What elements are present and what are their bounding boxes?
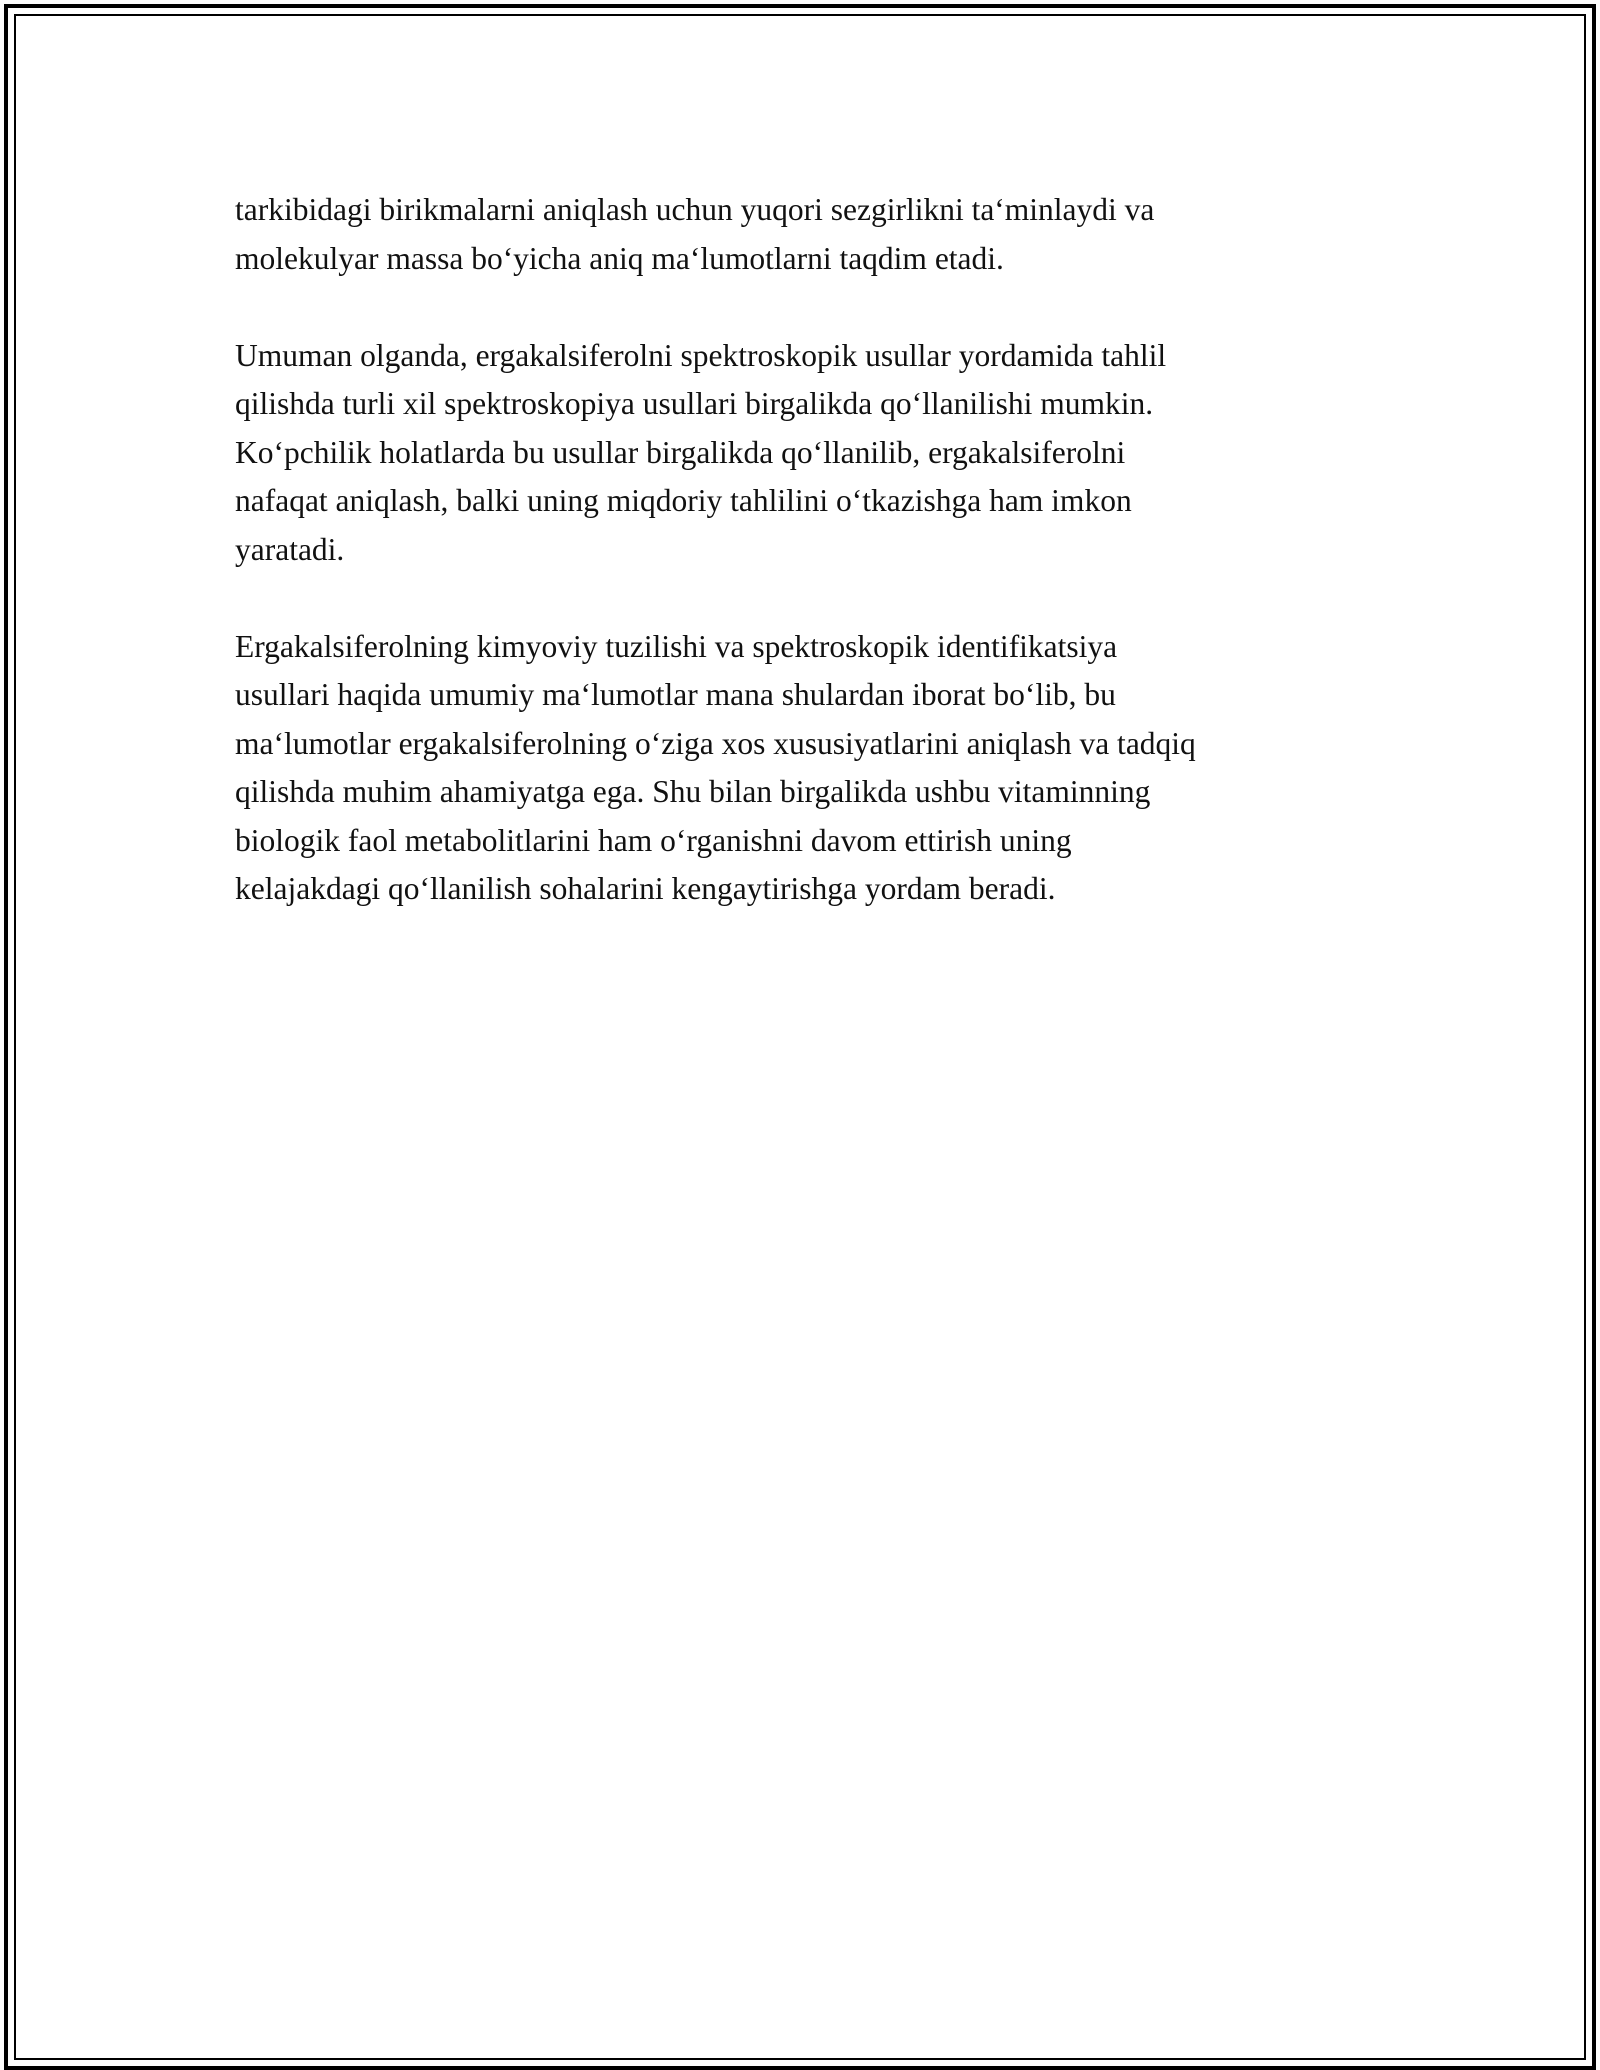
text-line: usullari haqida umumiy ma‘lumotlar mana shulardan iborat bo‘lib, bu	[235, 677, 1116, 712]
text-line: qilishda muhim ahamiyatga ega. Shu bilan birgalikda ushbu vitaminning	[235, 774, 1151, 809]
text-line: Ergakalsiferolning kimyoviy tuzilishi va spektroskopik identifikatsiya	[235, 628, 1118, 664]
paragraph-2	[235, 332, 1375, 575]
text-line: Ko‘pchilik holatlarda bu usullar birgalikda qo‘llanilib, ergakalsiferolni	[235, 434, 1126, 470]
document-body	[235, 186, 1375, 962]
text-line: yaratadi.	[235, 531, 345, 567]
text-line: Umuman olganda, ergakalsiferolni spektroskopik usullar yordamida tahlil	[235, 337, 1167, 373]
text-line: biologik faol metabolitlarini ham o‘rganishni davom ettirish uning	[235, 822, 1072, 858]
paragraph-1	[235, 186, 1375, 283]
text-line: molekulyar massa bo‘yicha aniq ma‘lumotlarni taqdim etadi.	[235, 240, 1004, 276]
text-line: kelajakdagi qo‘llanilish sohalarini kengaytirishga yordam beradi.	[235, 871, 1056, 906]
text-line: ma‘lumotlar ergakalsiferolning o‘ziga xos xususiyatlarini aniqlash va tadqiq	[235, 725, 1196, 761]
text-line: tarkibidagi birikmalarni aniqlash uchun yuqori sezgirlikni ta‘minlaydi va	[235, 192, 1155, 227]
text-line: qilishda turli xil spektroskopiya usullari birgalikda qo‘llanilishi mumkin.	[235, 386, 1154, 421]
text-line: nafaqat aniqlash, balki uning miqdoriy tahlilini o‘tkazishga ham imkon	[235, 483, 1132, 518]
paragraph-3	[235, 623, 1375, 914]
